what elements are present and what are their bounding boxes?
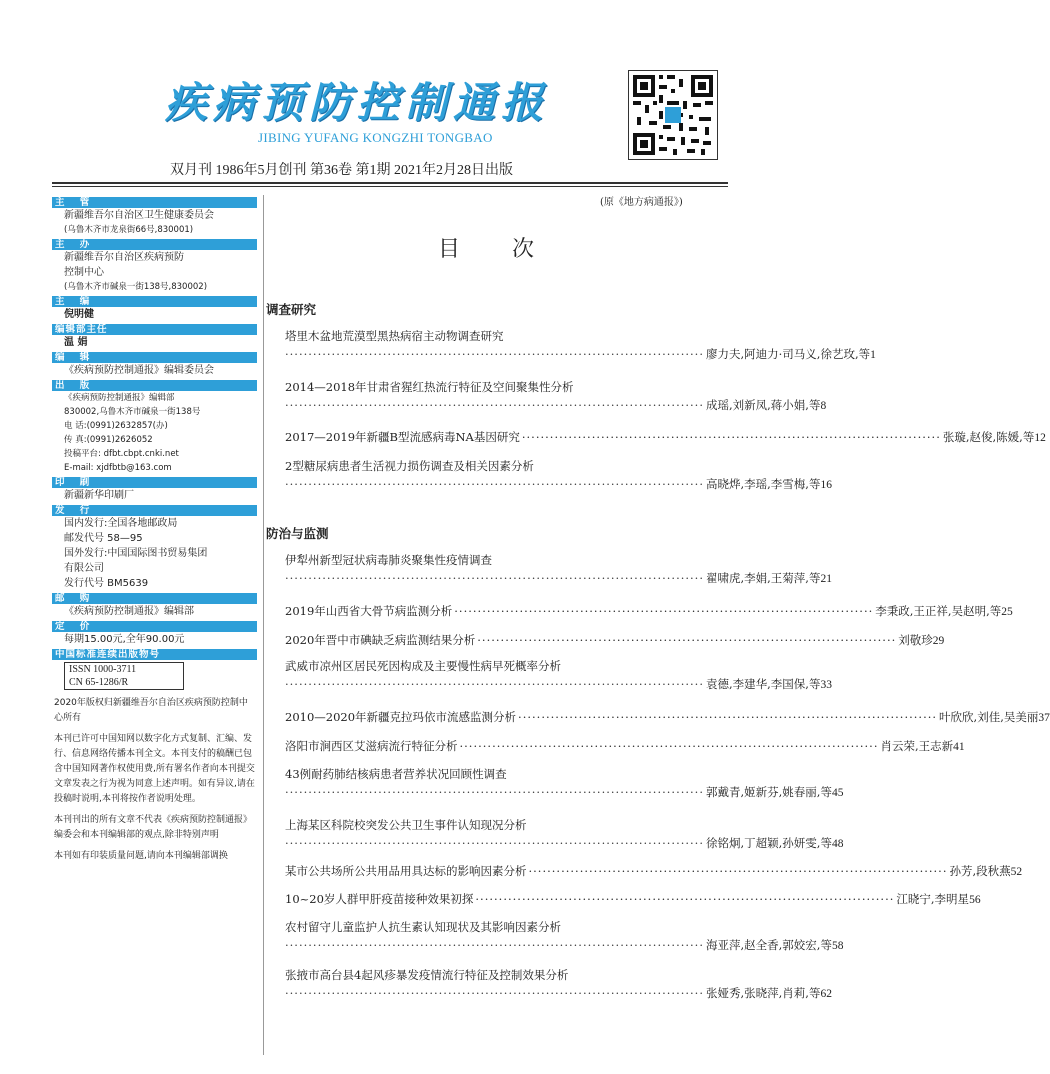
- article-title: 农村留守儿童监护人抗生素认知现状及其影响因素分析: [285, 920, 561, 934]
- toc-entry-authors-line: [285, 984, 832, 1003]
- toc-entry: [285, 708, 1050, 727]
- toc-entry: [285, 765, 844, 802]
- page-number: 21: [820, 573, 832, 585]
- article-authors: 江晓宁,李明星: [896, 892, 970, 906]
- article-authors: 翟啸虎,李娟,王菊萍,等: [706, 571, 821, 585]
- sidebar-heading: 编辑部主任: [52, 324, 257, 335]
- sidebar-heading: 出 版: [52, 380, 257, 391]
- toc-entry: [285, 890, 981, 909]
- page-number: 8: [820, 400, 827, 412]
- article-title: 2010—2020年新疆克拉玛依市流感监测分析: [285, 710, 517, 724]
- sidebar-detail: 传 真:(0991)2626052: [64, 435, 153, 445]
- sidebar-detail: 830002,乌鲁木齐市碱泉一街138号: [64, 407, 201, 417]
- toc-entry-line: [285, 890, 981, 909]
- page-number: 45: [831, 787, 844, 799]
- page-number: 58: [831, 940, 844, 952]
- journal-subtitle: JIBING YUFANG KONGZHI TONGBAO: [258, 130, 493, 145]
- sidebar-text: 发行代号 BM5639: [64, 578, 149, 589]
- toc-entry: [285, 816, 844, 853]
- sidebar-text: 国外发行:中国国际图书贸易集团: [64, 548, 208, 559]
- article-authors: 刘敬珍: [898, 633, 933, 647]
- toc-entry-authors-line: [285, 783, 844, 802]
- toc-entry: [285, 862, 1023, 881]
- original-journal-name: (原《地方病通报》): [600, 197, 683, 208]
- page-number: 29: [932, 635, 945, 647]
- leader-dots: ··························································································: [285, 398, 704, 412]
- issn-heading: 中国标准连续出版物号: [52, 649, 257, 660]
- sidebar-heading: 发 行: [52, 505, 257, 516]
- sidebar-text: 《疾病预防控制通报》编辑委员会: [64, 365, 214, 376]
- toc-entry: [285, 918, 844, 955]
- sidebar-heading: 邮 购: [52, 593, 257, 604]
- sidebar-detail: E-mail: xjdfbtb@163.com: [64, 463, 172, 473]
- sidebar-detail: 电 话:(0991)2632857(办): [64, 421, 168, 431]
- toc-entry-authors-line: [285, 345, 876, 364]
- sidebar-name: 温 娟: [64, 337, 88, 348]
- sidebar-heading: 主 管: [52, 197, 257, 208]
- leader-dots: ··························································································: [477, 633, 897, 647]
- leader-dots: ··························································································: [528, 864, 948, 878]
- journal-title: 疾病预防控制通报: [165, 78, 550, 127]
- article-authors: 郭戴青,姬新芬,姚春丽,等: [706, 785, 832, 799]
- leader-dots: ··························································································: [459, 739, 879, 753]
- sidebar-heading: 定 价: [52, 621, 257, 632]
- toc-entry: [285, 551, 832, 588]
- license-notice: 本刊已许可中国知网以数字化方式复制、汇编、发行、信息网络传播本刊全文。本刊支付的稿酬已包含中国知网著作权使用费,所有署名作者向本刊提交文章发表之行为视为同意上述声明。如有异议,请在投稿时说明,本刊将按作者说明处理。: [54, 734, 255, 804]
- toc-entry-authors-line: [285, 936, 844, 955]
- toc-entry: [285, 602, 1013, 621]
- toc-entry: [285, 966, 832, 1003]
- article-title: 2019年山西省大骨节病监测分析: [285, 604, 453, 618]
- leader-dots: ··························································································: [521, 430, 941, 444]
- toc-entry-line: [285, 428, 1046, 447]
- section-heading: 防治与监测: [266, 526, 329, 541]
- leader-dots: ··························································································: [518, 710, 938, 724]
- toc-entry: [285, 737, 965, 756]
- article-title: 洛阳市涧西区艾滋病流行特征分析: [285, 739, 458, 753]
- sidebar-detail: 《疾病预防控制通报》编辑部: [64, 393, 175, 403]
- sidebar-text: 控制中心: [64, 267, 104, 278]
- sidebar-detail: 投稿平台: dfbt.cbpt.cnki.net: [64, 449, 179, 459]
- toc-entry: [285, 428, 1046, 447]
- sidebar-text: 国内发行:全国各地邮政局: [64, 518, 178, 529]
- sidebar-text: 《疾病预防控制通报》编辑部: [64, 606, 194, 617]
- issue-line: 双月刊 1986年5月创刊 第36卷 第1期 2021年2月28日出版: [170, 163, 513, 178]
- page-number: 12: [1034, 432, 1046, 444]
- issn-number: ISSN 1000-3711: [69, 664, 137, 675]
- article-title: 2020年晋中市碘缺乏病监测结果分析: [285, 633, 476, 647]
- header-rule: [52, 182, 728, 184]
- article-title: 张掖市高台县4起风疹暴发疫情流行特征及控制效果分析: [285, 968, 569, 982]
- article-authors: 廖力夫,阿迪力·司马义,徐艺玫,等: [706, 347, 871, 361]
- issn-box: [64, 662, 184, 690]
- toc-entry-line: [285, 737, 965, 756]
- article-title: 塔里木盆地荒漠型黑热病宿主动物调查研究: [285, 329, 504, 343]
- column-divider: [263, 195, 264, 1055]
- sidebar-text: 邮发代号 58—95: [64, 533, 143, 544]
- article-title: 2014—2018年甘肃省猩红热流行特征及空间聚集性分析: [285, 380, 574, 394]
- leader-dots: ··························································································: [285, 785, 704, 799]
- article-authors: 袁德,李建华,李国保,等: [706, 677, 821, 691]
- toc-entry: [285, 457, 832, 494]
- leader-dots: ··························································································: [285, 347, 704, 361]
- sidebar-heading: 印 刷: [52, 477, 257, 488]
- page-number: 56: [969, 894, 981, 906]
- toc-entry-authors-line: [285, 475, 832, 494]
- page-number: 62: [820, 988, 832, 1000]
- article-authors: 徐铭炯,丁超颖,孙妍雯,等: [706, 836, 832, 850]
- toc-title: 目次: [438, 237, 587, 262]
- sidebar-detail: (乌鲁木齐市龙泉街66号,830001): [64, 225, 194, 235]
- page-number: 16: [820, 479, 832, 491]
- article-title: 2017—2019年新疆B型流感病毒NA基因研究: [285, 430, 520, 444]
- article-authors: 叶欣欣,刘佳,吴美丽: [939, 710, 1039, 724]
- article-authors: 肖云荣,王志新: [880, 739, 954, 753]
- page-number: 33: [820, 679, 832, 691]
- sidebar-name: 倪明健: [64, 309, 94, 320]
- masthead-sidebar: [52, 195, 257, 864]
- sidebar-heading: 主 编: [52, 296, 257, 307]
- sidebar-text: 新疆维吾尔自治区疾病预防: [64, 252, 184, 263]
- article-authors: 张娅秀,张晓萍,肖莉,等: [706, 986, 821, 1000]
- toc-entry-authors-line: [285, 396, 827, 415]
- page-number: 48: [831, 838, 844, 850]
- page-number: 37: [1038, 712, 1050, 724]
- leader-dots: ··························································································: [285, 677, 704, 691]
- page-number: 25: [1001, 606, 1013, 618]
- toc-entry: [285, 631, 945, 650]
- article-authors: 李秉政,王正祥,吴赵明,等: [875, 604, 1002, 618]
- leader-dots: ··························································································: [475, 892, 895, 906]
- sidebar-text: 新疆新华印刷厂: [64, 490, 134, 501]
- leader-dots: ··························································································: [454, 604, 874, 618]
- article-authors: 成瑶,刘新凤,蒋小娟,等: [706, 398, 821, 412]
- article-title: 上海某区科院校突发公共卫生事件认知现况分析: [285, 818, 527, 832]
- leader-dots: ··························································································: [285, 836, 704, 850]
- section-heading: 调查研究: [266, 302, 317, 317]
- toc-entry-authors-line: [285, 675, 832, 694]
- article-title: 43例耐药肺结核病患者营养状况回顾性调查: [285, 767, 507, 781]
- sidebar-heading: 主 办: [52, 239, 257, 250]
- article-title: 某市公共场所公共用品用具达标的影响因素分析: [285, 864, 527, 878]
- leader-dots: ··························································································: [285, 986, 704, 1000]
- leader-dots: ··························································································: [285, 477, 704, 491]
- article-title: 武威市凉州区居民死因构成及主要慢性病早死概率分析: [285, 659, 561, 673]
- article-authors: 孙芳,段秋燕: [949, 864, 1011, 878]
- article-authors: 张璇,赵俊,陈媛,等: [942, 430, 1035, 444]
- toc-entry-authors-line: [285, 834, 844, 853]
- page-number: 1: [870, 349, 876, 361]
- toc-entry: [285, 327, 876, 364]
- toc-entry-line: [285, 631, 945, 650]
- sidebar-detail: (乌鲁木齐市碱泉一街138号,830002): [64, 282, 208, 292]
- toc-entry-line: [285, 708, 1050, 727]
- disclaimer-notice: 本刊刊出的所有文章不代表《疾病预防控制通报》编委会和本刊编辑部的观点,除非特别声明: [54, 815, 253, 840]
- sidebar-text: 新疆维吾尔自治区卫生健康委员会: [64, 210, 214, 221]
- article-title: 伊犁州新型冠状病毒肺炎聚集性疫情调查: [285, 553, 492, 567]
- header-rule-thin: [52, 186, 728, 187]
- toc-entry-line: [285, 602, 1013, 621]
- page-number: 41: [953, 741, 965, 753]
- sidebar-heading: 编 辑: [52, 352, 257, 363]
- leader-dots: ··························································································: [285, 938, 704, 952]
- toc-entry: [285, 378, 827, 415]
- cn-number: CN 65-1286/R: [69, 677, 129, 688]
- toc-entry-line: [285, 862, 1023, 881]
- sidebar-text: 每期15.00元,全年90.00元: [64, 634, 185, 645]
- page-number: 52: [1010, 866, 1023, 878]
- article-title: 2型糖尿病患者生活视力损伤调查及相关因素分析: [285, 459, 534, 473]
- article-title: 10~20岁人群甲肝疫苗接种效果初探: [285, 892, 474, 906]
- article-authors: 高晓烨,李瑶,李雪梅,等: [706, 477, 821, 491]
- leader-dots: ··························································································: [285, 571, 704, 585]
- sidebar-text: 有限公司: [64, 563, 104, 574]
- toc-entry: [285, 657, 832, 694]
- toc-entry-authors-line: [285, 569, 832, 588]
- copyright-text: 2020年版权归新疆维吾尔自治区疾病预防控制中心所有: [54, 698, 248, 723]
- qr-code-icon: [628, 70, 718, 160]
- article-authors: 海亚萍,赵全香,郭姣宏,等: [706, 938, 832, 952]
- quality-notice: 本刊如有印装质量问题,请向本刊编辑部调换: [54, 851, 228, 861]
